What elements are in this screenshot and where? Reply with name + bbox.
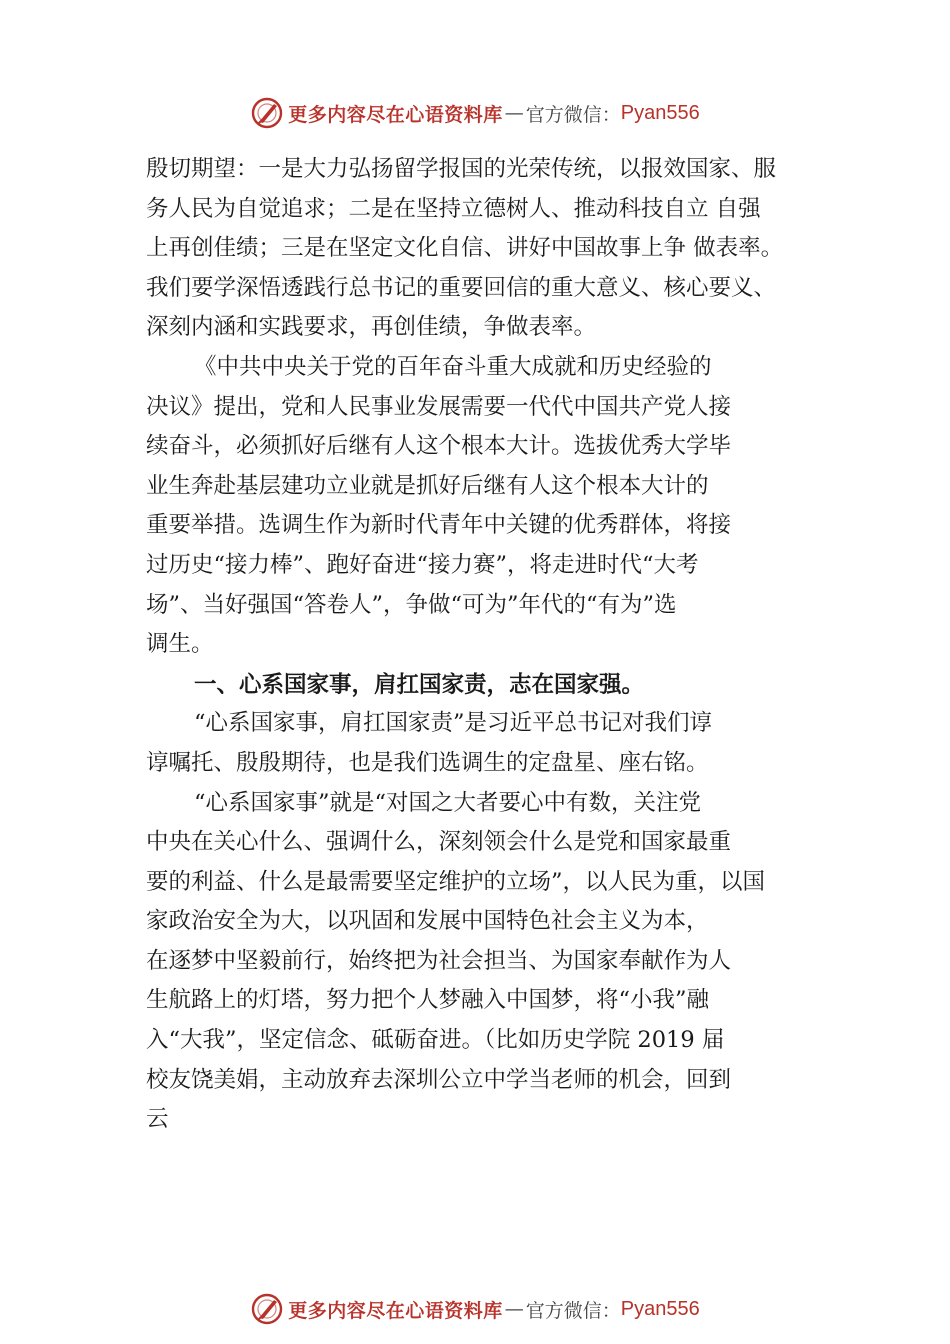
text-line: 入“大我”，坚定信念、砥砺奋进。（比如历史学院 2019 届 — [146, 1027, 725, 1054]
text-line: 务人民为自觉追求；二是在坚持立德树人、推动科技自立 自强 — [146, 195, 761, 222]
text-line: 要的利益、什么是最需要坚定维护的立场”，以人民为重，以国 — [146, 868, 766, 895]
text-line: 场”、当好强国“答卷人”，争做“可为”年代的“有为”选 — [146, 591, 677, 618]
document-body — [146, 150, 846, 1140]
text-line: 殷切期望：一是大力弘扬留学报国的光荣传统，以报效国家、服 — [146, 156, 777, 182]
text-line: 业生奔赴基层建功立业就是抓好后继有人这个根本大计的 — [146, 472, 709, 499]
text-line: 校友饶美娟，主动放弃去深圳公立中学当老师的机会，回到 — [146, 1066, 732, 1093]
section-heading-1: 一、心系国家事，肩扛国家责，志在国家强。 — [194, 671, 645, 697]
paragraph-4 — [146, 784, 846, 1140]
header-watermark — [0, 93, 950, 133]
watermark-official-label: 官方微信： — [525, 103, 621, 126]
paragraph-3 — [146, 704, 846, 783]
text-line: 深刻内涵和实践要求，再创佳绩，争做表率。 — [146, 314, 597, 341]
watermark-dash: — — [504, 1298, 524, 1320]
text-line: 家政治安全为大，以巩固和发展中国特色社会主义为本， — [146, 908, 709, 935]
footer-watermark — [0, 1289, 950, 1329]
text-line: 云 — [146, 1106, 169, 1133]
text-line: 在逐梦中坚毅前行，始终把为社会担当、为国家奉献作为人 — [146, 947, 732, 974]
text-line: “心系国家事”就是“对国之大者要心中有数，关注党 — [194, 789, 702, 816]
text-line: 《中共中央关于党的百年奋斗重大成就和历史经验的 — [194, 353, 712, 380]
quill-pen-circle-icon — [250, 96, 284, 130]
text-line: 过历史“接力棒”、跑好奋进“接力赛”，将走进时代“大考 — [146, 551, 699, 578]
watermark-brand: 更多内容尽在心语资料库 — [288, 103, 503, 126]
text-line: 续奋斗，必须抓好后继有人这个根本大计。选拔优秀大学毕 — [146, 433, 732, 460]
watermark-wechat-id: Pyan556 — [620, 1297, 700, 1320]
paragraph-1 — [146, 150, 846, 348]
watermark-official-label: 官方微信： — [525, 1299, 621, 1322]
paragraph-2 — [146, 348, 846, 665]
text-line: 谆嘱托、殷殷期待，也是我们选调生的定盘星、座右铭。 — [146, 749, 709, 776]
text-line: 中央在关心什么、强调什么，深刻领会什么是党和国家最重 — [146, 829, 732, 856]
text-line: 生航路上的灯塔，努力把个人梦融入中国梦，将“小我”融 — [146, 987, 710, 1014]
text-line: 重要举措。选调生作为新时代青年中关键的优秀群体，将接 — [146, 512, 732, 539]
text-line: “心系国家事，肩扛国家责”是习近平总书记对我们谆 — [194, 710, 713, 737]
quill-pen-circle-icon — [250, 1292, 284, 1326]
watermark-dash: — — [504, 102, 524, 124]
text-line: 上再创佳绩；三是在坚定文化自信、讲好中国故事上争 做表率。 — [146, 235, 784, 262]
text-line: 调生。 — [146, 631, 214, 658]
watermark-wechat-id: Pyan556 — [620, 101, 700, 124]
watermark-brand: 更多内容尽在心语资料库 — [288, 1299, 503, 1322]
text-line: 决议》提出，党和人民事业发展需要一代代中国共产党人接 — [146, 393, 732, 420]
text-line: 我们要学深悟透践行总书记的重要回信的重大意义、核心要义、 — [146, 274, 777, 301]
